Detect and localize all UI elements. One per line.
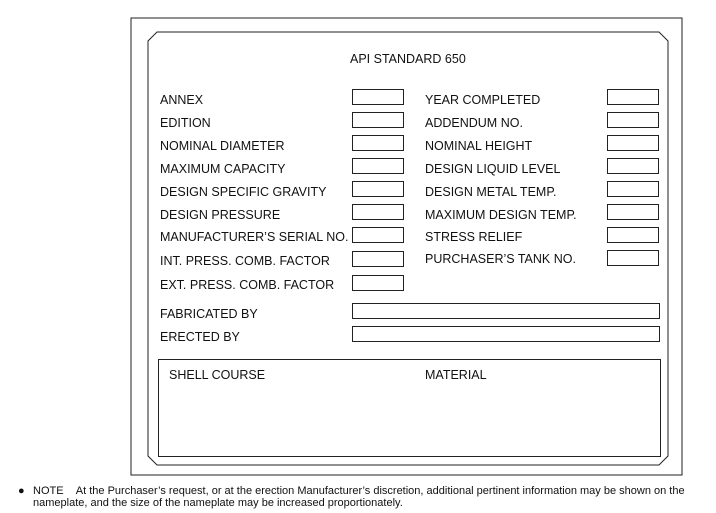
field-purchasers-tank-no[interactable] — [607, 250, 659, 266]
field-manufacturers-serial-no[interactable] — [352, 227, 404, 243]
label-nominal-height: NOMINAL HEIGHT — [425, 139, 533, 153]
field-design-specific-gravity[interactable] — [352, 181, 404, 197]
field-year-completed[interactable] — [607, 89, 659, 105]
label-maximum-design-temp: MAXIMUM DESIGN TEMP. — [425, 208, 577, 222]
label-erected-by: ERECTED BY — [160, 330, 240, 344]
col-shell-course: SHELL COURSE — [169, 368, 266, 382]
field-erected-by[interactable] — [352, 326, 660, 342]
field-maximum-capacity[interactable] — [352, 158, 404, 174]
footnote-text: NOTE At the Purchaser’s request, or at the erection Manufacturer’s discretion, additional pertinent information may be shown on the nameplate, and the size of the nameplate may be increased proportionately. — [33, 485, 685, 509]
label-annex: ANNEX — [160, 93, 204, 107]
label-design-pressure: DESIGN PRESSURE — [160, 208, 281, 222]
label-design-metal-temp: DESIGN METAL TEMP. — [425, 185, 557, 199]
field-nominal-height[interactable] — [607, 135, 659, 151]
label-purchasers-tank-no: PURCHASER’S TANK NO. — [425, 252, 576, 266]
field-ext-press-comb-factor[interactable] — [352, 275, 404, 291]
label-int-press-comb-factor: INT. PRESS. COMB. FACTOR — [160, 254, 330, 268]
label-year-completed: YEAR COMPLETED — [425, 93, 541, 107]
nameplate-title: API STANDARD 650 — [350, 52, 466, 66]
label-design-specific-gravity: DESIGN SPECIFIC GRAVITY — [160, 185, 327, 199]
label-stress-relief: STRESS RELIEF — [425, 230, 523, 244]
field-edition[interactable] — [352, 112, 404, 128]
label-edition: EDITION — [160, 116, 211, 130]
col-material: MATERIAL — [425, 368, 487, 382]
field-nominal-diameter[interactable] — [352, 135, 404, 151]
label-maximum-capacity: MAXIMUM CAPACITY — [160, 162, 286, 176]
field-design-metal-temp[interactable] — [607, 181, 659, 197]
label-manufacturers-serial-no: MANUFACTURER’S SERIAL NO. — [160, 230, 349, 244]
field-design-liquid-level[interactable] — [607, 158, 659, 174]
label-design-liquid-level: DESIGN LIQUID LEVEL — [425, 162, 561, 176]
field-design-pressure[interactable] — [352, 204, 404, 220]
label-fabricated-by: FABRICATED BY — [160, 307, 258, 321]
bullet-icon: ● — [18, 485, 25, 497]
footnote — [18, 486, 698, 509]
label-ext-press-comb-factor: EXT. PRESS. COMB. FACTOR — [160, 278, 335, 292]
label-addendum-no: ADDENDUM NO. — [425, 116, 523, 130]
field-stress-relief[interactable] — [607, 227, 659, 243]
field-annex[interactable] — [352, 89, 404, 105]
field-int-press-comb-factor[interactable] — [352, 251, 404, 267]
field-maximum-design-temp[interactable] — [607, 204, 659, 220]
label-nominal-diameter: NOMINAL DIAMETER — [160, 139, 285, 153]
field-addendum-no[interactable] — [607, 112, 659, 128]
field-fabricated-by[interactable] — [352, 303, 660, 319]
